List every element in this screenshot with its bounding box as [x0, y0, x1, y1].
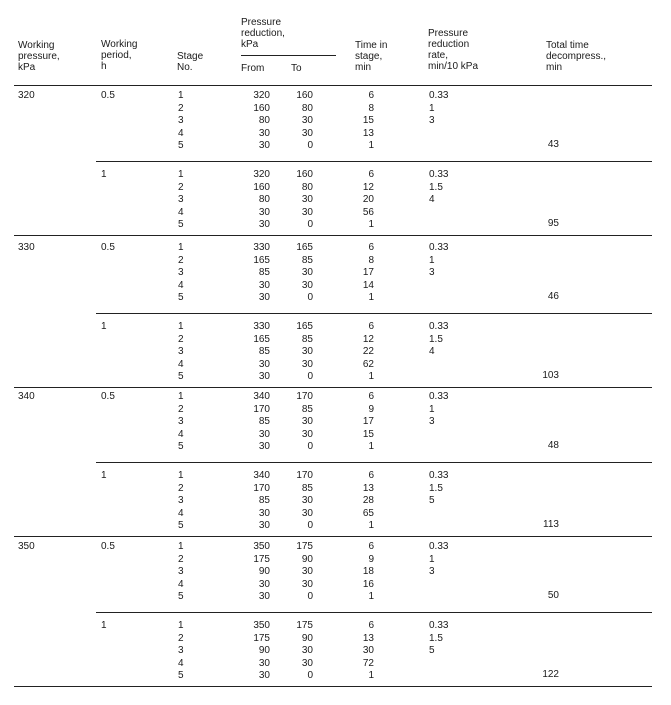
time-in-stage-cell: 65 [362, 507, 374, 519]
pressure-from-cell: 30 [258, 127, 270, 139]
pressure-from-cell: 90 [258, 566, 270, 577]
stage-number-cell: 5 [178, 591, 184, 602]
stage-number-cell: 1 [178, 470, 184, 481]
time-in-stage-cell: 22 [362, 346, 374, 357]
pressure-from-cell: 340 [253, 470, 270, 481]
pressure-to-cell: 30 [301, 657, 313, 669]
pressure-to-cell: 30 [301, 566, 313, 577]
pressure-from-cell: 350 [253, 541, 270, 552]
time-in-stage-cell: 30 [362, 645, 374, 656]
pressure-from-cell: 170 [253, 482, 270, 494]
time-in-stage-cell: 28 [362, 495, 374, 506]
stage-number-cell: 1 [178, 541, 184, 552]
time-in-stage-cell: 18 [362, 566, 374, 577]
time-in-stage-cell: 6 [368, 169, 374, 180]
stage-number-cell: 4 [178, 657, 184, 669]
working-period-cell: 0.5 [101, 90, 115, 101]
reduction-rate-cell: 1.5 [429, 181, 443, 193]
header-reduction-rate: Pressure reduction rate, min/10 kPa [428, 28, 479, 72]
pressure-to-cell: 0 [307, 140, 313, 151]
stage-number-cell: 4 [178, 507, 184, 519]
pressure-to-cell: 30 [301, 346, 313, 357]
stage-number-cell: 1 [178, 90, 184, 101]
pressure-from-cell: 30 [258, 578, 270, 590]
pressure-to-cell: 0 [307, 591, 313, 602]
stage-number-cell: 3 [178, 346, 184, 357]
stage-number-cell: 5 [178, 140, 184, 151]
pressure-to-cell: 165 [296, 321, 313, 332]
time-in-stage-cell: 12 [362, 333, 374, 345]
time-in-stage-cell: 8 [368, 254, 374, 266]
stage-number-cell: 5 [178, 441, 184, 452]
stage-number-cell: 5 [178, 292, 184, 303]
total-time-cell: 95 [547, 218, 559, 229]
group-separator-rule [14, 686, 652, 687]
working-period-cell: 1 [101, 470, 107, 481]
reduction-rate-cell: 0.33 [429, 169, 449, 180]
pressure-to-cell: 160 [296, 169, 313, 180]
stage-number-cell: 3 [178, 495, 184, 506]
pressure-to-cell: 160 [296, 90, 313, 101]
pressure-to-cell: 165 [296, 242, 313, 253]
working-pressure-cell: 330 [18, 242, 35, 253]
stage-number-cell: 1 [178, 242, 184, 253]
time-in-stage-cell: 8 [368, 102, 374, 114]
pressure-to-cell: 0 [307, 292, 313, 303]
pressure-from-cell: 175 [253, 553, 270, 565]
pressure-to-cell: 85 [301, 482, 313, 494]
pressure-from-cell: 85 [258, 267, 270, 278]
stage-number-cell: 5 [178, 520, 184, 531]
stage-number-cell: 2 [178, 254, 184, 266]
time-in-stage-cell: 17 [362, 416, 374, 427]
reduction-rate-cell: 3 [429, 566, 435, 577]
header-stage-no: Stage No. [177, 51, 204, 73]
reduction-rate-cell: 0.33 [429, 541, 449, 552]
stage-number-cell: 3 [178, 267, 184, 278]
pressure-to-cell: 30 [301, 194, 313, 205]
reduction-rate-cell: 1.5 [429, 482, 443, 494]
time-in-stage-cell: 6 [368, 620, 374, 631]
pressure-to-cell: 90 [301, 553, 313, 565]
time-in-stage-cell: 1 [368, 140, 374, 151]
reduction-rate-cell: 0.33 [429, 470, 449, 481]
header-to: To [291, 63, 302, 74]
reduction-rate-cell: 5 [429, 495, 435, 506]
pressure-to-cell: 30 [301, 127, 313, 139]
total-time-cell: 113 [543, 519, 559, 530]
stage-number-cell: 2 [178, 403, 184, 415]
header-pressure-reduction: Pressure reduction, kPa [241, 17, 285, 50]
total-time-cell: 103 [542, 370, 559, 381]
pressure-to-cell: 30 [301, 416, 313, 427]
reduction-rate-cell: 3 [429, 267, 435, 278]
working-period-cell: 0.5 [101, 391, 115, 402]
header-working-pressure: Working pressure, kPa [18, 40, 60, 73]
pressure-from-cell: 30 [258, 292, 270, 303]
pressure-from-cell: 160 [253, 181, 270, 193]
pressure-from-cell: 30 [258, 670, 270, 681]
stage-number-cell: 2 [178, 102, 184, 114]
working-pressure-cell: 340 [18, 391, 35, 402]
time-in-stage-cell: 6 [368, 391, 374, 402]
pressure-from-cell: 80 [258, 115, 270, 126]
pressure-from-cell: 30 [258, 441, 270, 452]
reduction-rate-cell: 0.33 [429, 391, 449, 402]
reduction-rate-cell: 0.33 [429, 321, 449, 332]
pressure-to-cell: 80 [301, 181, 313, 193]
time-in-stage-cell: 15 [362, 115, 374, 126]
pressure-to-cell: 30 [301, 428, 313, 440]
time-in-stage-cell: 1 [368, 520, 374, 531]
time-in-stage-cell: 56 [362, 206, 374, 218]
time-in-stage-cell: 16 [362, 578, 374, 590]
pressure-from-cell: 160 [253, 102, 270, 114]
time-in-stage-cell: 20 [362, 194, 374, 205]
pressure-to-cell: 30 [301, 279, 313, 291]
time-in-stage-cell: 1 [368, 441, 374, 452]
time-in-stage-cell: 13 [362, 632, 374, 644]
pressure-to-cell: 0 [307, 441, 313, 452]
stage-number-cell: 3 [178, 194, 184, 205]
stage-number-cell: 4 [178, 206, 184, 218]
total-time-cell: 48 [547, 440, 559, 451]
stage-number-cell: 1 [178, 620, 184, 631]
stage-number-cell: 1 [178, 321, 184, 332]
reduction-rate-cell: 1 [429, 403, 435, 415]
reduction-rate-cell: 4 [429, 346, 435, 357]
pressure-to-cell: 90 [301, 632, 313, 644]
total-time-cell: 46 [547, 291, 559, 302]
total-time-cell: 122 [542, 669, 559, 680]
pressure-from-cell: 85 [258, 495, 270, 506]
reduction-rate-cell: 1 [429, 102, 435, 114]
pressure-from-cell: 320 [253, 90, 270, 101]
time-in-stage-cell: 15 [362, 428, 374, 440]
time-in-stage-cell: 9 [368, 403, 374, 415]
working-period-cell: 1 [101, 321, 107, 332]
reduction-rate-cell: 3 [429, 115, 435, 126]
header-subrule [241, 55, 336, 56]
pressure-from-cell: 80 [258, 194, 270, 205]
pressure-to-cell: 30 [301, 507, 313, 519]
reduction-rate-cell: 1 [429, 553, 435, 565]
time-in-stage-cell: 9 [368, 553, 374, 565]
time-in-stage-cell: 1 [368, 670, 374, 681]
header-from: From [241, 63, 265, 74]
stage-number-cell: 3 [178, 115, 184, 126]
reduction-rate-cell: 4 [429, 194, 435, 205]
pressure-from-cell: 320 [253, 169, 270, 180]
reduction-rate-cell: 5 [429, 645, 435, 656]
pressure-to-cell: 0 [307, 219, 313, 230]
stage-number-cell: 5 [178, 371, 184, 382]
header-time-in-stage: Time in stage, min [355, 40, 388, 73]
stage-number-cell: 3 [178, 645, 184, 656]
working-period-cell: 0.5 [101, 242, 115, 253]
pressure-from-cell: 165 [253, 254, 270, 266]
stage-number-cell: 5 [178, 670, 184, 681]
time-in-stage-cell: 6 [368, 541, 374, 552]
working-pressure-cell: 350 [18, 541, 35, 552]
pressure-from-cell: 30 [258, 657, 270, 669]
pressure-from-cell: 330 [253, 321, 270, 332]
time-in-stage-cell: 1 [368, 219, 374, 230]
reduction-rate-cell: 1 [429, 254, 435, 266]
time-in-stage-cell: 62 [362, 358, 374, 370]
reduction-rate-cell: 1.5 [429, 632, 443, 644]
pressure-from-cell: 165 [253, 333, 270, 345]
working-period-cell: 1 [101, 169, 107, 180]
pressure-from-cell: 330 [253, 242, 270, 253]
stage-number-cell: 2 [178, 181, 184, 193]
time-in-stage-cell: 6 [368, 321, 374, 332]
working-period-cell: 1 [101, 620, 107, 631]
stage-number-cell: 2 [178, 482, 184, 494]
reduction-rate-cell: 1.5 [429, 333, 443, 345]
pressure-to-cell: 0 [307, 520, 313, 531]
pressure-from-cell: 170 [253, 403, 270, 415]
stage-number-cell: 4 [178, 279, 184, 291]
working-pressure-cell: 320 [18, 90, 35, 101]
pressure-from-cell: 30 [258, 507, 270, 519]
time-in-stage-cell: 6 [368, 90, 374, 101]
stage-number-cell: 2 [178, 333, 184, 345]
time-in-stage-cell: 1 [368, 591, 374, 602]
pressure-from-cell: 30 [258, 371, 270, 382]
pressure-to-cell: 170 [296, 470, 313, 481]
reduction-rate-cell: 3 [429, 416, 435, 427]
stage-number-cell: 4 [178, 428, 184, 440]
group-separator-rule [14, 235, 652, 236]
time-in-stage-cell: 17 [362, 267, 374, 278]
stage-number-cell: 4 [178, 578, 184, 590]
pressure-to-cell: 175 [296, 620, 313, 631]
period-separator-rule [96, 462, 652, 463]
pressure-from-cell: 30 [258, 206, 270, 218]
stage-number-cell: 2 [178, 632, 184, 644]
pressure-to-cell: 80 [301, 102, 313, 114]
pressure-from-cell: 85 [258, 346, 270, 357]
pressure-from-cell: 30 [258, 279, 270, 291]
stage-number-cell: 5 [178, 219, 184, 230]
time-in-stage-cell: 6 [368, 242, 374, 253]
reduction-rate-cell: 0.33 [429, 242, 449, 253]
pressure-from-cell: 30 [258, 358, 270, 370]
pressure-from-cell: 175 [253, 632, 270, 644]
stage-number-cell: 1 [178, 169, 184, 180]
stage-number-cell: 3 [178, 416, 184, 427]
time-in-stage-cell: 1 [368, 371, 374, 382]
time-in-stage-cell: 14 [362, 279, 374, 291]
pressure-to-cell: 85 [301, 403, 313, 415]
group-separator-rule [14, 387, 652, 388]
working-period-cell: 0.5 [101, 541, 115, 552]
reduction-rate-cell: 0.33 [429, 90, 449, 101]
time-in-stage-cell: 13 [362, 127, 374, 139]
header-total-time: Total time decompress., min [546, 40, 607, 73]
stage-number-cell: 2 [178, 553, 184, 565]
header-bottom-rule [14, 85, 652, 86]
pressure-from-cell: 90 [258, 645, 270, 656]
time-in-stage-cell: 72 [362, 657, 374, 669]
pressure-to-cell: 30 [301, 645, 313, 656]
group-separator-rule [14, 536, 652, 537]
stage-number-cell: 4 [178, 358, 184, 370]
pressure-to-cell: 30 [301, 358, 313, 370]
time-in-stage-cell: 12 [362, 181, 374, 193]
pressure-to-cell: 85 [301, 254, 313, 266]
time-in-stage-cell: 1 [368, 292, 374, 303]
time-in-stage-cell: 6 [368, 470, 374, 481]
pressure-to-cell: 0 [307, 670, 313, 681]
pressure-from-cell: 30 [258, 520, 270, 531]
stage-number-cell: 3 [178, 566, 184, 577]
pressure-from-cell: 85 [258, 416, 270, 427]
period-separator-rule [96, 612, 652, 613]
pressure-from-cell: 30 [258, 591, 270, 602]
reduction-rate-cell: 0.33 [429, 620, 449, 631]
pressure-from-cell: 30 [258, 140, 270, 151]
time-in-stage-cell: 13 [362, 482, 374, 494]
pressure-to-cell: 30 [301, 115, 313, 126]
pressure-to-cell: 0 [307, 371, 313, 382]
pressure-to-cell: 170 [296, 391, 313, 402]
pressure-from-cell: 30 [258, 219, 270, 230]
pressure-from-cell: 350 [253, 620, 270, 631]
period-separator-rule [96, 313, 652, 314]
pressure-to-cell: 85 [301, 333, 313, 345]
pressure-to-cell: 30 [301, 267, 313, 278]
pressure-from-cell: 30 [258, 428, 270, 440]
period-separator-rule [96, 161, 652, 162]
pressure-from-cell: 340 [253, 391, 270, 402]
total-time-cell: 43 [547, 139, 559, 150]
pressure-to-cell: 30 [301, 495, 313, 506]
header-working-period: Working period, h [101, 39, 138, 72]
stage-number-cell: 4 [178, 127, 184, 139]
pressure-to-cell: 30 [301, 206, 313, 218]
total-time-cell: 50 [547, 590, 559, 601]
stage-number-cell: 1 [178, 391, 184, 402]
pressure-to-cell: 175 [296, 541, 313, 552]
pressure-to-cell: 30 [301, 578, 313, 590]
